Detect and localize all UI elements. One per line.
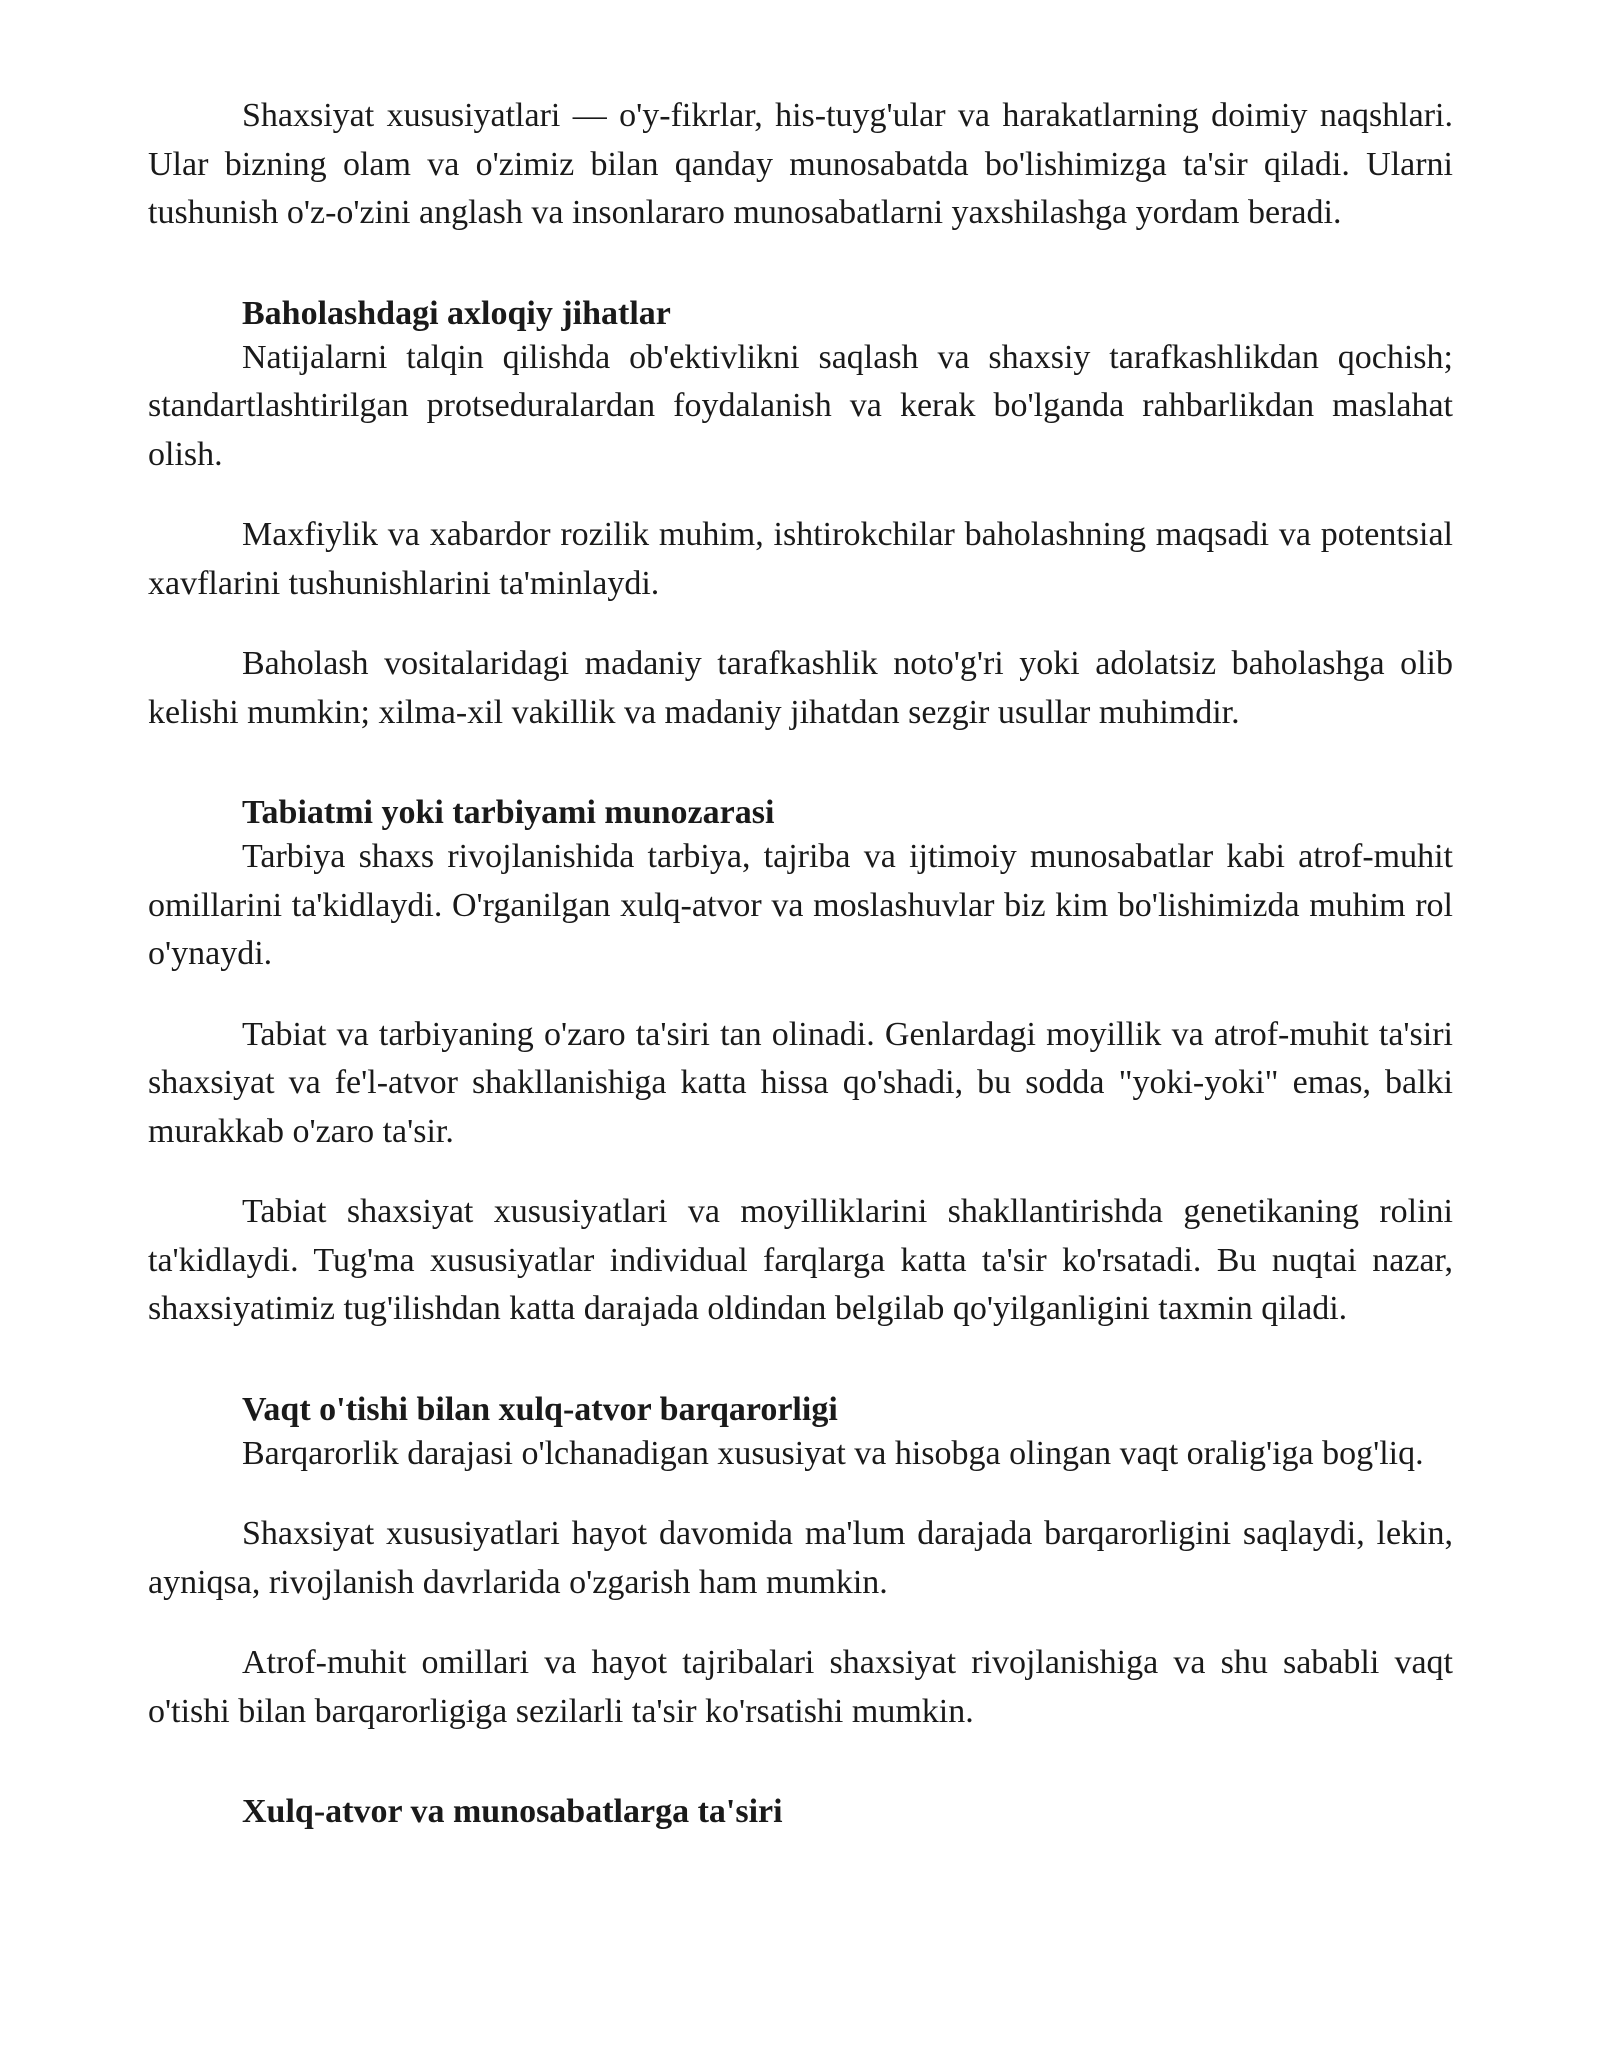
paragraph-environmental-factors: Atrof-muhit omillari va hayot tajribalari shaxsiyat rivojlanishiga va shu sababli vaqt o'tishi bilan barqarorligiga sezilarli ta'sir ko'rsatishi mumkin.	[148, 1644, 1453, 1730]
paragraph-stability-degree: Barqarorlik darajasi o'lchanadigan xususiyat va hisobga olingan vaqt oralig'iga bog'liq.	[242, 1434, 1424, 1472]
paragraph-cultural-bias: Baholash vositalaridagi madaniy tarafkashlik noto'g'ri yoki adolatsiz baholashga olib kelishi mumkin; xilma-xil vakillik va madaniy jihatdan sezgir usullar muhimdir.	[148, 645, 1453, 731]
paragraph-interaction: Tabiat va tarbiyaning o'zaro ta'siri tan olinadi. Genlardagi moyillik va atrof-muhit ta'siri shaxsiyat va fe'l-atvor shakllanishiga katta hissa qo'shadi, bu sodda "yoki-yoki" emas, balki murakkab o'zaro ta'sir.	[148, 1015, 1453, 1150]
heading-ethics-in-assessment: Baholashdagi axloqiy jihatlar	[242, 294, 671, 332]
document-page	[148, 92, 1453, 1832]
paragraph-nurture: Tarbiya shaxs rivojlanishida tarbiya, tajriba va ijtimoiy munosabatlar kabi atrof-muhit omillarini ta'kidlaydi. O'rganilgan xulq-atvor va moslashuvlar biz kim bo'lishimizda muhim rol o'ynaydi.	[148, 838, 1453, 972]
paragraph-nature: Tabiat shaxsiyat xususiyatlari va moyilliklarini shakllantirishda genetikaning rolini ta'kidlaydi. Tug'ma xususiyatlar individual farqlarga katta ta'sir ko'rsatadi. Bu nuqtai nazar, shaxsiyatimiz tug'ilishdan katta darajada oldindan belgilab qo'yilganligini taxmin qiladi.	[148, 1193, 1453, 1327]
paragraph-confidentiality: Maxfiylik va xabardor rozilik muhim, ishtirokchilar baholashning maqsadi va potentsial xavflarini tushunishlarini ta'minlaydi.	[148, 516, 1453, 602]
heading-behavior-relationships: Xulq-atvor va munosabatlarga ta'siri	[242, 1793, 783, 1830]
paragraph-objectivity: Natijalarni talqin qilishda ob'ektivlikni saqlash va shaxsiy tarafkashlikdan qochish; standartlashtirilgan protseduralardan foydalanish va kerak bo'lganda rahbarlikdan maslahat olish.	[148, 338, 1453, 473]
heading-nature-nurture: Tabiatmi yoki tarbiyami munozarasi	[242, 794, 775, 831]
paragraph-personality-traits: Shaxsiyat xususiyatlari — o'y-fikrlar, his-tuyg'ular va harakatlarning doimiy naqshlari. Ular bizning olam va o'zimiz bilan qanday munosabatda bo'lishimizga ta'sir qiladi. Ularni tushunish o'z-o'zini anglash va insonlararo munosabatlarni yaxshilashga yordam beradi.	[148, 97, 1453, 231]
heading-behavior-stability: Vaqt o'tishi bilan xulq-atvor barqarorligi	[242, 1390, 838, 1428]
paragraph-lifetime-stability: Shaxsiyat xususiyatlari hayot davomida ma'lum darajada barqarorligini saqlaydi, lekin, ayniqsa, rivojlanish davrlarida o'zgarish ham mumkin.	[148, 1515, 1453, 1601]
